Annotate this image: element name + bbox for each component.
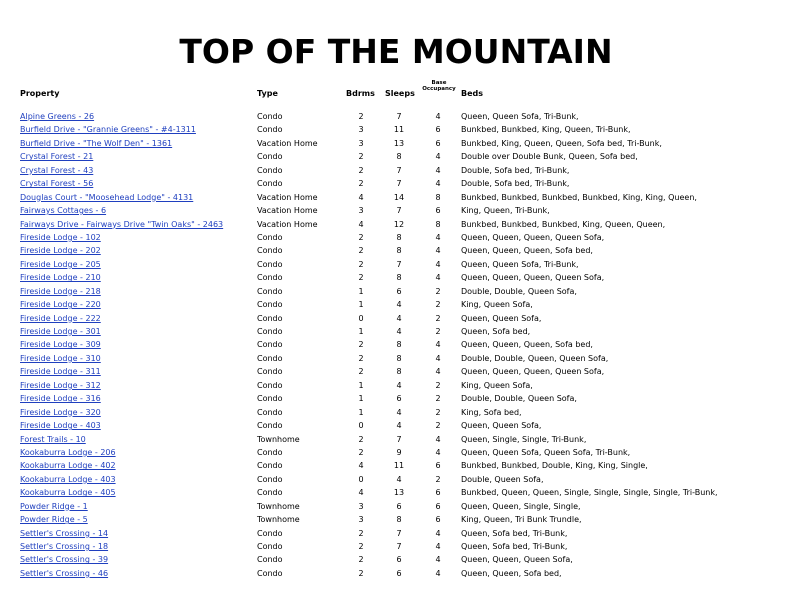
- sleeps: 4: [396, 300, 402, 310]
- sleeps: 8: [396, 273, 402, 283]
- property-link[interactable]: Crystal Forest - 21: [20, 152, 94, 162]
- property-link[interactable]: Fireside Lodge - 309: [20, 340, 101, 350]
- sleeps: 4: [396, 474, 402, 484]
- sleeps: 8: [396, 515, 402, 525]
- property-type: Condo: [257, 327, 283, 336]
- beds: Bunkbed, Queen, Queen, Single, Single, Single, Single, Tri-Bunk,: [461, 488, 718, 498]
- table-row: [0, 540, 792, 553]
- sleeps: 8: [396, 232, 402, 242]
- property-type: Condo: [257, 286, 283, 296]
- bedrooms: 3: [358, 138, 364, 148]
- property-link[interactable]: Fireside Lodge - 301: [20, 327, 101, 336]
- property-link[interactable]: Fireside Lodge - 311: [20, 367, 101, 377]
- table-row: [0, 137, 792, 150]
- beds: Bunkbed, Bunkbed, Bunkbed, King, Queen, Queen,: [461, 219, 666, 229]
- table-row: [0, 379, 792, 392]
- table-row: [0, 365, 792, 378]
- table-row: [0, 446, 792, 459]
- property-type: Condo: [257, 165, 283, 175]
- bedrooms: 1: [358, 394, 364, 404]
- property-link[interactable]: Douglas Court - "Moosehead Lodge" - 4131: [20, 192, 194, 202]
- base-occupancy: 4: [435, 542, 441, 551]
- bedrooms: 0: [358, 421, 364, 431]
- beds: Queen, Sofa bed, Tri-Bunk,: [461, 542, 568, 551]
- bedrooms: 2: [358, 568, 364, 578]
- sleeps: 13: [393, 488, 405, 498]
- beds: Queen, Queen, Queen, Queen Sofa,: [461, 367, 605, 377]
- beds: Double, Double, Queen, Queen Sofa,: [461, 353, 609, 363]
- sleeps: 9: [396, 447, 402, 457]
- property-type: Condo: [257, 246, 283, 256]
- table-row: [0, 123, 792, 136]
- table-row: [0, 500, 792, 513]
- beds: Double over Double Bunk, Queen, Sofa bed,: [461, 152, 638, 162]
- sleeps: 13: [393, 138, 405, 148]
- property-type: Townhome: [257, 515, 300, 525]
- bedrooms: 3: [358, 206, 364, 216]
- property-type: Condo: [257, 259, 283, 269]
- property-link[interactable]: Fairways Drive - Fairways Drive "Twin Oaks" - 2463: [20, 219, 224, 229]
- beds: Queen, Queen, Single, Single,: [461, 501, 581, 511]
- base-occupancy: 2: [435, 407, 441, 417]
- property-link[interactable]: Fireside Lodge - 218: [20, 286, 101, 296]
- property-link[interactable]: Settler's Crossing - 46: [20, 568, 109, 578]
- table-row: [0, 285, 792, 298]
- base-occupancy: 6: [435, 138, 441, 148]
- beds: Bunkbed, Bunkbed, Double, King, King, Single,: [461, 461, 648, 471]
- beds: Queen, Queen Sofa,: [461, 421, 542, 431]
- beds: Double, Double, Queen Sofa,: [461, 394, 577, 404]
- table-row: [0, 218, 792, 231]
- header-sleeps: Sleeps: [385, 89, 415, 98]
- bedrooms: 1: [358, 327, 364, 336]
- property-link[interactable]: Fireside Lodge - 222: [20, 313, 101, 323]
- bedrooms: 3: [358, 501, 364, 511]
- sleeps: 6: [396, 501, 402, 511]
- base-occupancy: 4: [435, 112, 441, 121]
- base-occupancy: 2: [435, 474, 441, 484]
- table-row: [0, 433, 792, 446]
- property-type: Townhome: [257, 501, 300, 511]
- property-type: Condo: [257, 367, 283, 377]
- base-occupancy: 6: [435, 515, 441, 525]
- table-row: [0, 231, 792, 244]
- sleeps: 11: [393, 125, 405, 135]
- property-link[interactable]: Fireside Lodge - 310: [20, 353, 101, 363]
- beds: King, Sofa bed,: [461, 407, 522, 417]
- table-row: [0, 164, 792, 177]
- bedrooms: 2: [358, 353, 364, 363]
- sleeps: 8: [396, 246, 402, 256]
- table-row: [0, 553, 792, 566]
- property-link[interactable]: Fireside Lodge - 202: [20, 246, 101, 256]
- beds: Double, Double, Queen Sofa,: [461, 286, 577, 296]
- sleeps: 7: [396, 179, 402, 189]
- property-link[interactable]: Fireside Lodge - 320: [20, 407, 101, 417]
- table-row: [0, 258, 792, 271]
- beds: Queen, Single, Single, Tri-Bunk,: [461, 434, 587, 444]
- sleeps: 6: [396, 394, 402, 404]
- header-base-line2: Occupancy: [422, 86, 456, 92]
- sleeps: 7: [396, 165, 402, 175]
- beds: Queen, Queen Sofa, Queen Sofa, Tri-Bunk,: [461, 447, 631, 457]
- property-type: Condo: [257, 555, 283, 565]
- property-type: Condo: [257, 447, 283, 457]
- property-link[interactable]: Crystal Forest - 56: [20, 179, 94, 189]
- bedrooms: 3: [358, 125, 364, 135]
- table-row: [0, 459, 792, 472]
- table-row: [0, 392, 792, 405]
- property-type: Condo: [257, 407, 283, 417]
- property-type: Condo: [257, 313, 283, 323]
- base-occupancy: 2: [435, 380, 441, 390]
- beds: Queen, Queen, Queen, Sofa bed,: [461, 246, 593, 256]
- property-type: Condo: [257, 152, 283, 162]
- bedrooms: 2: [358, 367, 364, 377]
- property-type: Condo: [257, 340, 283, 350]
- table-row: [0, 298, 792, 311]
- property-link[interactable]: Fireside Lodge - 316: [20, 394, 101, 404]
- table-row: [0, 204, 792, 217]
- bedrooms: 2: [358, 152, 364, 162]
- bedrooms: 2: [358, 434, 364, 444]
- sleeps: 6: [396, 568, 402, 578]
- header-base-line1: Base: [431, 80, 447, 86]
- header-bdrms: Bdrms: [346, 89, 375, 98]
- property-type: Condo: [257, 125, 283, 135]
- base-occupancy: 2: [435, 286, 441, 296]
- bedrooms: 4: [358, 192, 364, 202]
- beds: Queen, Queen Sofa, Tri-Bunk,: [461, 112, 579, 121]
- header-base-occupancy: [419, 80, 459, 92]
- table-row: [0, 419, 792, 432]
- table-row: [0, 486, 792, 499]
- property-type: Condo: [257, 394, 283, 404]
- sleeps: 4: [396, 313, 402, 323]
- beds: King, Queen Sofa,: [461, 300, 533, 310]
- base-occupancy: 2: [435, 327, 441, 336]
- property-type: Vacation Home: [257, 138, 318, 148]
- base-occupancy: 4: [435, 555, 441, 565]
- base-occupancy: 2: [435, 300, 441, 310]
- property-type: Townhome: [257, 434, 300, 444]
- table-row: [0, 177, 792, 190]
- property-link[interactable]: Crystal Forest - 43: [20, 165, 94, 175]
- bedrooms: 2: [358, 340, 364, 350]
- bedrooms: 2: [358, 447, 364, 457]
- base-occupancy: 8: [435, 192, 441, 202]
- bedrooms: 2: [358, 555, 364, 565]
- bedrooms: 3: [358, 515, 364, 525]
- base-occupancy: 4: [435, 232, 441, 242]
- property-link[interactable]: Kookaburra Lodge - 403: [20, 474, 116, 484]
- bedrooms: 0: [358, 474, 364, 484]
- table-row: [0, 110, 792, 123]
- bedrooms: 1: [358, 407, 364, 417]
- property-type: Condo: [257, 542, 283, 551]
- beds: Queen, Queen, Sofa bed,: [461, 568, 562, 578]
- property-type: Vacation Home: [257, 192, 318, 202]
- sleeps: 7: [396, 434, 402, 444]
- sleeps: 6: [396, 286, 402, 296]
- table-row: [0, 473, 792, 486]
- property-type: Condo: [257, 461, 283, 471]
- header-type: Type: [257, 89, 278, 98]
- base-occupancy: 4: [435, 179, 441, 189]
- sleeps: 8: [396, 367, 402, 377]
- base-occupancy: 4: [435, 568, 441, 578]
- sleeps: 4: [396, 421, 402, 431]
- property-type: Condo: [257, 112, 283, 121]
- sleeps: 7: [396, 112, 402, 121]
- table-row: [0, 513, 792, 526]
- beds: Queen, Queen, Queen, Queen Sofa,: [461, 273, 605, 283]
- bedrooms: 2: [358, 246, 364, 256]
- bedrooms: 2: [358, 542, 364, 551]
- property-link[interactable]: Alpine Greens - 26: [20, 112, 95, 121]
- property-type: Vacation Home: [257, 206, 318, 216]
- beds: Queen, Queen, Queen Sofa,: [461, 555, 573, 565]
- property-link[interactable]: Powder Ridge - 1: [20, 501, 88, 511]
- property-link[interactable]: Fireside Lodge - 312: [20, 380, 101, 390]
- beds: Bunkbed, Bunkbed, Bunkbed, Bunkbed, King, King, Queen,: [461, 192, 697, 202]
- beds: King, Queen Sofa,: [461, 380, 533, 390]
- property-type: Vacation Home: [257, 219, 318, 229]
- property-type: Condo: [257, 353, 283, 363]
- property-link[interactable]: Fireside Lodge - 220: [20, 300, 101, 310]
- bedrooms: 4: [358, 461, 364, 471]
- property-link[interactable]: Fireside Lodge - 210: [20, 273, 101, 283]
- sleeps: 12: [393, 219, 405, 229]
- base-occupancy: 6: [435, 206, 441, 216]
- base-occupancy: 4: [435, 367, 441, 377]
- sleeps: 11: [393, 461, 405, 471]
- property-type: Condo: [257, 528, 283, 538]
- base-occupancy: 2: [435, 421, 441, 431]
- table-row: [0, 244, 792, 257]
- property-type: Condo: [257, 474, 283, 484]
- base-occupancy: 2: [435, 394, 441, 404]
- beds: Queen, Queen Sofa,: [461, 313, 542, 323]
- sleeps: 14: [393, 192, 405, 202]
- bedrooms: 4: [358, 488, 364, 498]
- base-occupancy: 4: [435, 152, 441, 162]
- base-occupancy: 4: [435, 447, 441, 457]
- bedrooms: 0: [358, 313, 364, 323]
- sleeps: 7: [396, 542, 402, 551]
- bedrooms: 2: [358, 259, 364, 269]
- bedrooms: 4: [358, 219, 364, 229]
- header-beds: Beds: [461, 89, 484, 98]
- property-type: Condo: [257, 273, 283, 283]
- property-link[interactable]: Burfield Drive - "The Wolf Den" - 1361: [20, 138, 173, 148]
- base-occupancy: 6: [435, 461, 441, 471]
- beds: Queen, Queen, Queen, Queen Sofa,: [461, 232, 605, 242]
- sleeps: 4: [396, 380, 402, 390]
- property-link[interactable]: Burfield Drive - "Grannie Greens" - #4-1311: [20, 125, 196, 135]
- property-table: [0, 110, 792, 580]
- base-occupancy: 4: [435, 434, 441, 444]
- property-link[interactable]: Fireside Lodge - 102: [20, 232, 101, 242]
- beds: Queen, Queen, Queen, Sofa bed,: [461, 340, 593, 350]
- property-type: Condo: [257, 179, 283, 189]
- bedrooms: 1: [358, 286, 364, 296]
- base-occupancy: 8: [435, 219, 441, 229]
- table-row: [0, 325, 792, 338]
- beds: Double, Sofa bed, Tri-Bunk,: [461, 165, 570, 175]
- property-type: Condo: [257, 232, 283, 242]
- page-title: TOP OF THE MOUNTAIN: [179, 32, 613, 71]
- property-link[interactable]: Fairways Cottages - 6: [20, 206, 107, 216]
- property-link[interactable]: Forest Trails - 10: [20, 434, 86, 444]
- bedrooms: 2: [358, 165, 364, 175]
- beds: King, Queen, Tri-Bunk,: [461, 206, 550, 216]
- bedrooms: 2: [358, 232, 364, 242]
- bedrooms: 2: [358, 273, 364, 283]
- base-occupancy: 4: [435, 528, 441, 538]
- beds: Bunkbed, Bunkbed, King, Queen, Tri-Bunk,: [461, 125, 631, 135]
- bedrooms: 1: [358, 300, 364, 310]
- property-link[interactable]: Settler's Crossing - 14: [20, 528, 109, 538]
- bedrooms: 2: [358, 179, 364, 189]
- table-row: [0, 527, 792, 540]
- base-occupancy: 2: [435, 313, 441, 323]
- sleeps: 7: [396, 206, 402, 216]
- property-link[interactable]: Fireside Lodge - 403: [20, 421, 101, 431]
- bedrooms: 1: [358, 380, 364, 390]
- sleeps: 6: [396, 555, 402, 565]
- base-occupancy: 6: [435, 125, 441, 135]
- property-link[interactable]: Kookaburra Lodge - 206: [20, 447, 116, 457]
- bedrooms: 2: [358, 112, 364, 121]
- property-link[interactable]: Kookaburra Lodge - 402: [20, 461, 116, 471]
- table-row: [0, 338, 792, 351]
- beds: Queen, Sofa bed,: [461, 327, 531, 336]
- property-type: Condo: [257, 568, 283, 578]
- base-occupancy: 4: [435, 340, 441, 350]
- sleeps: 8: [396, 152, 402, 162]
- sleeps: 8: [396, 353, 402, 363]
- header-property: Property: [20, 89, 60, 98]
- property-link[interactable]: Kookaburra Lodge - 405: [20, 488, 116, 498]
- table-row: [0, 567, 792, 580]
- base-occupancy: 4: [435, 165, 441, 175]
- beds: Double, Sofa bed, Tri-Bunk,: [461, 179, 570, 189]
- sleeps: 8: [396, 340, 402, 350]
- beds: Queen, Sofa bed, Tri-Bunk,: [461, 528, 568, 538]
- table-row: [0, 352, 792, 365]
- table-row: [0, 312, 792, 325]
- base-occupancy: 6: [435, 488, 441, 498]
- beds: Queen, Queen Sofa, Tri-Bunk,: [461, 259, 579, 269]
- property-link[interactable]: Fireside Lodge - 205: [20, 259, 101, 269]
- table-row: [0, 150, 792, 163]
- property-link[interactable]: Settler's Crossing - 39: [20, 555, 109, 565]
- base-occupancy: 4: [435, 353, 441, 363]
- base-occupancy: 4: [435, 246, 441, 256]
- property-link[interactable]: Settler's Crossing - 18: [20, 542, 109, 551]
- bedrooms: 2: [358, 528, 364, 538]
- property-link[interactable]: Powder Ridge - 5: [20, 515, 88, 525]
- property-type: Condo: [257, 300, 283, 310]
- beds: Bunkbed, King, Queen, Queen, Sofa bed, Tri-Bunk,: [461, 138, 662, 148]
- base-occupancy: 4: [435, 259, 441, 269]
- property-type: Condo: [257, 421, 283, 431]
- table-row: [0, 191, 792, 204]
- sleeps: 7: [396, 528, 402, 538]
- base-occupancy: 6: [435, 501, 441, 511]
- sleeps: 4: [396, 407, 402, 417]
- table-row: [0, 406, 792, 419]
- sleeps: 7: [396, 259, 402, 269]
- sleeps: 4: [396, 327, 402, 336]
- property-type: Condo: [257, 380, 283, 390]
- beds: Double, Queen Sofa,: [461, 474, 544, 484]
- beds: King, Queen, Tri Bunk Trundle,: [461, 515, 582, 525]
- table-row: [0, 271, 792, 284]
- base-occupancy: 4: [435, 273, 441, 283]
- property-type: Condo: [257, 488, 283, 498]
